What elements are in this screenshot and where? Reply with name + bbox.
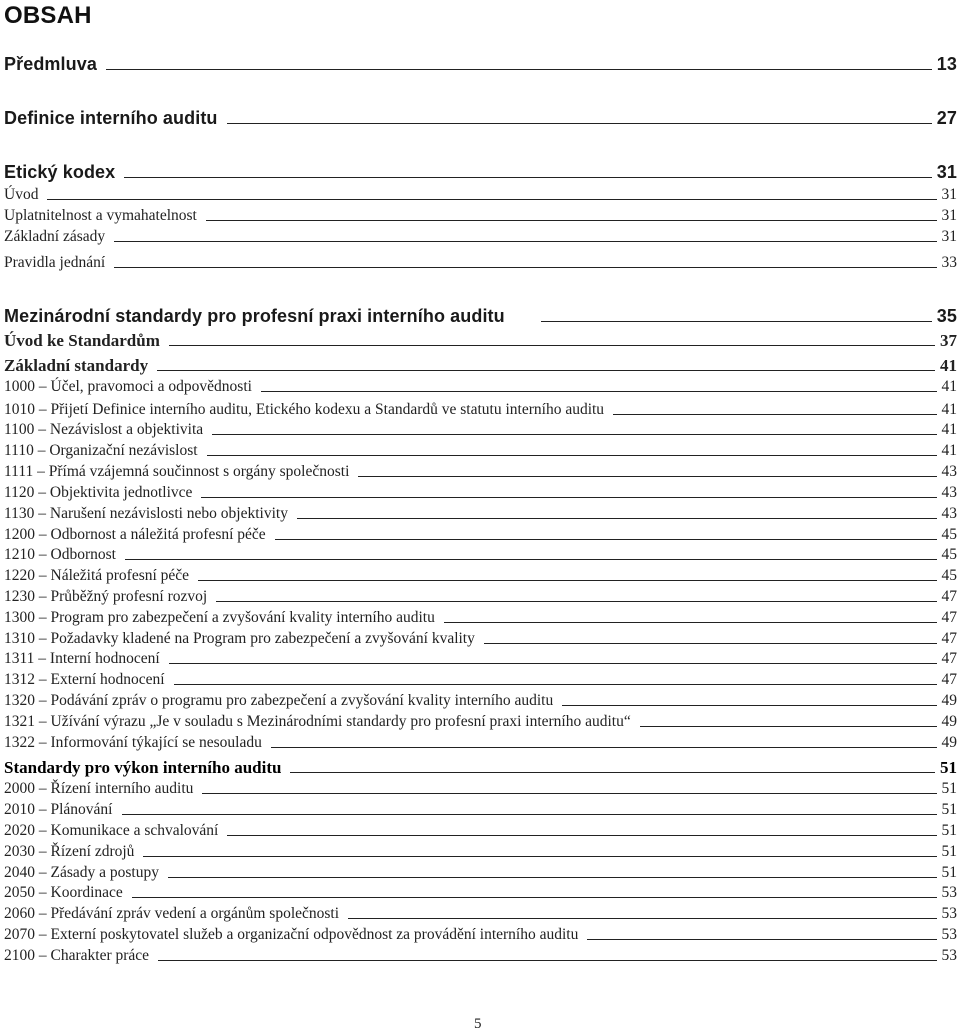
leader-line	[122, 814, 937, 815]
leader-line	[158, 960, 936, 961]
toc-subsection-entry[interactable]	[4, 331, 957, 351]
toc-entry[interactable]	[4, 734, 957, 752]
entry-page: 31	[936, 162, 957, 182]
entry-page: 45	[941, 567, 957, 584]
leader-line	[227, 123, 932, 124]
toc-entry[interactable]	[4, 186, 957, 204]
entry-page: 53	[941, 926, 957, 943]
entry-label: Základní zásady	[4, 228, 106, 245]
entry-label: Etický kodex	[4, 162, 116, 182]
entry-page: 49	[941, 713, 957, 730]
leader-line	[114, 267, 936, 268]
toc-subsection-entry[interactable]	[4, 758, 957, 778]
entry-label: 1230 – Průběžný profesní rozvoj	[4, 588, 208, 605]
leader-line	[444, 622, 937, 623]
toc-entry[interactable]	[4, 692, 957, 710]
entry-page: 41	[941, 378, 957, 395]
entry-label: 1110 – Organizační nezávislost	[4, 442, 198, 459]
entry-label: Pravidla jednání	[4, 254, 106, 271]
entry-label: 1310 – Požadavky kladené na Program pro zabezpečení a zvyšování kvality	[4, 630, 475, 647]
leader-line	[47, 199, 936, 200]
entry-label: 1111 – Přímá vzájemná součinnost s orgány společnosti	[4, 463, 350, 480]
toc-section-entry[interactable]	[4, 108, 957, 129]
entry-label: Uplatnitelnost a vymahatelnost	[4, 207, 197, 224]
toc-section-entry[interactable]	[4, 54, 957, 75]
page-number: 5	[474, 1016, 482, 1032]
leader-line	[174, 684, 937, 685]
toc-entry[interactable]	[4, 378, 957, 396]
leader-line	[227, 835, 936, 836]
entry-label: 1312 – Externí hodnocení	[4, 671, 165, 688]
toc-entry[interactable]	[4, 228, 957, 246]
leader-line	[613, 414, 936, 415]
leader-line	[114, 241, 936, 242]
toc-entry[interactable]	[4, 843, 957, 861]
entry-label: 2100 – Charakter práce	[4, 947, 150, 964]
entry-page: 31	[941, 207, 957, 224]
entry-page: 47	[941, 650, 957, 667]
leader-line	[348, 918, 936, 919]
toc-entry[interactable]	[4, 484, 957, 502]
leader-line	[198, 580, 936, 581]
entry-page: 43	[941, 463, 957, 480]
entry-label: Úvod	[4, 186, 39, 203]
leader-line	[275, 539, 937, 540]
entry-page: 41	[941, 401, 957, 418]
entry-page: 47	[941, 671, 957, 688]
leader-line	[206, 220, 937, 221]
toc-entry[interactable]	[4, 567, 957, 585]
leader-line	[202, 793, 936, 794]
toc-entry[interactable]	[4, 421, 957, 439]
leader-line	[201, 497, 936, 498]
leader-line	[125, 559, 937, 560]
leader-line	[124, 177, 932, 178]
entry-page: 27	[936, 108, 957, 128]
toc-section-entry[interactable]	[4, 162, 957, 183]
entry-page: 43	[941, 505, 957, 522]
entry-page: 41	[941, 442, 957, 459]
entry-label: 2070 – Externí poskytovatel služeb a organizační odpovědnost za provádění interního auditu	[4, 926, 579, 943]
toc-entry[interactable]	[4, 526, 957, 544]
leader-line	[207, 455, 937, 456]
entry-label: 1130 – Narušení nezávislosti nebo objektivity	[4, 505, 288, 522]
entry-page: 51	[940, 758, 957, 777]
toc-entry[interactable]	[4, 947, 957, 965]
entry-page: 51	[941, 801, 957, 818]
entry-page: 31	[941, 228, 957, 245]
toc-entry[interactable]	[4, 609, 957, 627]
entry-label: 2010 – Plánování	[4, 801, 113, 818]
entry-page: 47	[941, 630, 957, 647]
toc-entry[interactable]	[4, 442, 957, 460]
entry-page: 41	[940, 356, 957, 375]
leader-line	[271, 747, 937, 748]
entry-page: 51	[941, 780, 957, 797]
leader-line	[484, 643, 937, 644]
entry-label: 2000 – Řízení interního auditu	[4, 780, 194, 797]
entry-page: 53	[941, 884, 957, 901]
entry-label: 1210 – Odbornost	[4, 546, 116, 563]
entry-page: 37	[940, 331, 957, 350]
entry-page: 43	[941, 484, 957, 501]
entry-page: 49	[941, 692, 957, 709]
leader-line	[541, 321, 932, 322]
leader-line	[640, 726, 937, 727]
toc-entry[interactable]	[4, 401, 957, 419]
toc-entry[interactable]	[4, 671, 957, 689]
leader-line	[157, 370, 935, 371]
toc-entry[interactable]	[4, 588, 957, 606]
leader-line	[168, 877, 937, 878]
toc-entry[interactable]	[4, 905, 957, 923]
leader-line	[132, 897, 937, 898]
toc-entry[interactable]	[4, 864, 957, 882]
entry-label: Definice interního auditu	[4, 108, 218, 128]
page-title: OBSAH	[4, 2, 92, 29]
leader-line	[106, 69, 932, 70]
entry-page: 47	[941, 588, 957, 605]
entry-page: 53	[941, 947, 957, 964]
entry-label: 2030 – Řízení zdrojů	[4, 843, 135, 860]
entry-label: 1120 – Objektivita jednotlivce	[4, 484, 193, 501]
entry-page: 51	[941, 843, 957, 860]
entry-page: 13	[936, 54, 957, 74]
leader-line	[587, 939, 936, 940]
entry-label: Základní standardy	[4, 356, 149, 375]
entry-label: 2050 – Koordinace	[4, 884, 123, 901]
entry-label: 1311 – Interní hodnocení	[4, 650, 160, 667]
toc-entry[interactable]	[4, 546, 957, 564]
leader-line	[562, 705, 936, 706]
entry-page: 35	[936, 306, 957, 326]
entry-label: 2040 – Zásady a postupy	[4, 864, 159, 881]
leader-line	[169, 345, 935, 346]
entry-page: 47	[941, 609, 957, 626]
entry-label: 1322 – Informování týkající se nesouladu	[4, 734, 262, 751]
toc-subsection-entry[interactable]	[4, 356, 957, 376]
entry-label: 1000 – Účel, pravomoci a odpovědnosti	[4, 378, 252, 395]
entry-label: 1321 – Užívání výrazu „Je v souladu s Mezinárodními standardy pro profesní praxi interního auditu“	[4, 713, 631, 730]
leader-line	[216, 601, 936, 602]
toc-entry[interactable]	[4, 801, 957, 819]
leader-line	[169, 663, 937, 664]
toc-entry[interactable]	[4, 780, 957, 798]
toc-entry[interactable]	[4, 630, 957, 648]
entry-label: 1300 – Program pro zabezpečení a zvyšování kvality interního auditu	[4, 609, 435, 626]
entry-page: 31	[941, 186, 957, 203]
entry-page: 33	[941, 254, 957, 271]
toc-entry[interactable]	[4, 207, 957, 225]
toc-entry[interactable]	[4, 463, 957, 481]
leader-line	[297, 518, 937, 519]
entry-label: 1010 – Přijetí Definice interního auditu, Etického kodexu a Standardů ve statutu interního auditu	[4, 401, 605, 418]
entry-label: 1100 – Nezávislost a objektivita	[4, 421, 204, 438]
entry-page: 53	[941, 905, 957, 922]
toc-entry[interactable]	[4, 505, 957, 523]
toc-entry[interactable]	[4, 650, 957, 668]
entry-label: Úvod ke Standardům	[4, 331, 160, 350]
leader-line	[261, 391, 937, 392]
entry-page: 49	[941, 734, 957, 751]
entry-label: 2020 – Komunikace a schvalování	[4, 822, 219, 839]
entry-page: 45	[941, 546, 957, 563]
entry-label: Předmluva	[4, 54, 97, 74]
toc-entry[interactable]	[4, 822, 957, 840]
toc-entry[interactable]	[4, 884, 957, 902]
entry-label: 2060 – Předávání zpráv vedení a orgánům společnosti	[4, 905, 340, 922]
entry-page: 51	[941, 864, 957, 881]
leader-line	[290, 772, 935, 773]
toc-entry[interactable]	[4, 926, 957, 944]
entry-label: 1220 – Náležitá profesní péče	[4, 567, 190, 584]
toc-entry[interactable]	[4, 713, 957, 731]
entry-label: 1320 – Podávání zpráv o programu pro zabezpečení a zvyšování kvality interního auditu	[4, 692, 554, 709]
entry-page: 51	[941, 822, 957, 839]
entry-page: 41	[941, 421, 957, 438]
entry-label: 1200 – Odbornost a náležitá profesní péče	[4, 526, 266, 543]
leader-line	[212, 434, 936, 435]
leader-line	[358, 476, 936, 477]
entry-label: Standardy pro výkon interního auditu	[4, 758, 282, 777]
toc-section-entry[interactable]	[4, 306, 957, 327]
leader-line	[143, 856, 936, 857]
entry-page: 45	[941, 526, 957, 543]
toc-entry[interactable]	[4, 254, 957, 272]
entry-label: Mezinárodní standardy pro profesní praxi interního auditu	[4, 306, 505, 326]
